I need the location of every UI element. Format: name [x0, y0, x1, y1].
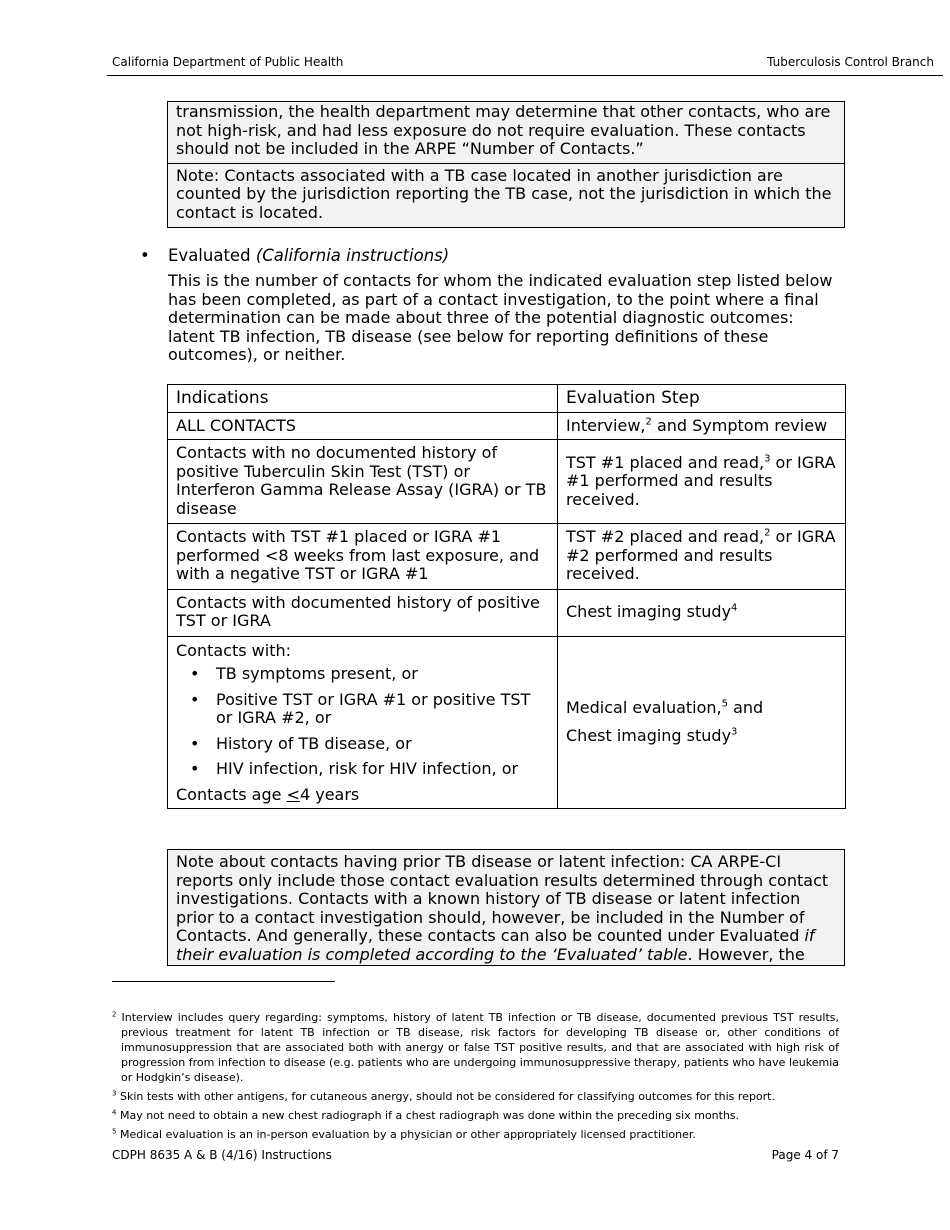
footer-form-id: CDPH 8635 A & B (4/16) Instructions	[112, 1148, 332, 1162]
footnotes	[112, 1010, 839, 1146]
footer-page-number: Page 4 of 7	[771, 1148, 839, 1162]
footnote: $^5$ Medical evaluation is an in-person evaluation by a physician or other appropriately licensed practitioner.	[112, 1127, 696, 1141]
footnote: $^2$ Interview includes query regarding: symptoms, history of latent TB infection or TB disease, documented previous TST results, previous treatment for latent TB infection or TB disease, risk factors for developing TB disease or, other conditions of immunosuppression that are associated both with anergy or false TST positive results, and that are associated with high risk of progression from infection to disease (e.g. patients who are undergoing immunosuppressive therapy, patients who have leukemia or Hodgkin’s disease).	[112, 1010, 839, 1084]
transmission-text: transmission, the health department may determine that other contacts, who are not high-risk, and had less exposure do not require evaluation. These contacts should not be included in the ARPE “Number of Contacts.”	[176, 102, 831, 158]
contacts-age-line: Contacts age <4 years	[176, 784, 360, 804]
table-row	[168, 636, 846, 809]
footnote: $^3$ Skin tests with other antigens, for cutaneous anergy, should not be considered for classifying outcomes for this report.	[112, 1089, 775, 1103]
step-cell: TST #1 placed and read,$^3$ or IGRA #1 performed and results received.	[558, 440, 846, 524]
indication-cell: Contacts with documented history of positive TST or IGRA	[168, 589, 558, 636]
list-item: • History of TB disease, or	[176, 735, 549, 754]
step-cell: TST #2 placed and read,$^2$ or IGRA #2 performed and results received.	[558, 524, 846, 590]
bullet-icon: •	[140, 246, 150, 265]
transmission-note-box	[167, 101, 845, 228]
column-header: Indications	[168, 385, 558, 413]
header-right: Tuberculosis Control Branch	[767, 55, 934, 69]
prior-tb-note-box	[167, 849, 845, 966]
indication-cell: ALL CONTACTS	[168, 412, 558, 440]
table-header-row	[168, 385, 846, 413]
evaluated-heading	[140, 246, 449, 266]
header-left: California Department of Public Health	[112, 55, 344, 69]
step-cell	[558, 636, 846, 809]
chest-imaging-line: Chest imaging study$^3$	[566, 726, 738, 746]
table-row	[168, 524, 846, 590]
contacts-with-label: Contacts with:	[176, 640, 292, 660]
evaluated-paragraph: This is the number of contacts for whom the indicated evaluation step listed below has been completed, as part of a contact investigation, to the point where a final determination can be made about three of the potential diagnostic outcomes: latent TB infection, TB disease (see below for reporting definitions of these outcomes), or neither.	[168, 271, 833, 364]
table-row	[168, 412, 846, 440]
indication-cell: Contacts with no documented history of positive Tuberculin Skin Test (TST) or Interferon Gamma Release Assay (IGRA) or TB disease	[168, 440, 558, 524]
list-item: • TB symptoms present, or	[176, 665, 549, 684]
list-item: • HIV infection, risk for HIV infection, or	[176, 760, 549, 779]
footnote-rule	[112, 981, 335, 982]
header-rule	[107, 75, 943, 76]
list-item: • Positive TST or IGRA #1 or positive TST or IGRA #2, or	[176, 691, 549, 728]
evaluated-title: Evaluated	[168, 246, 251, 265]
indication-cell: Contacts with TST #1 placed or IGRA #1 performed <8 weeks from last exposure, and with a negative TST or IGRA #1	[168, 524, 558, 590]
table-row	[168, 589, 846, 636]
table-row	[168, 440, 846, 524]
evaluated-subtitle: (California instructions)	[255, 246, 450, 265]
step-cell: Interview,$^2$ and Symptom review	[558, 412, 846, 440]
footnote: $^4$ May not need to obtain a new chest radiograph if a chest radiograph was done within the preceding six months.	[112, 1108, 740, 1122]
indication-cell	[168, 636, 558, 809]
medical-evaluation-line: Medical evaluation,$^5$ and	[566, 697, 764, 717]
condition-list	[176, 665, 549, 779]
step-cell: Chest imaging study$^4$	[558, 589, 846, 636]
jurisdiction-note: Note: Contacts associated with a TB case located in another jurisdiction are counted by the jurisdiction reporting the TB case, not the jurisdiction in which the contact is located.	[168, 163, 844, 228]
column-header: Evaluation Step	[558, 385, 846, 413]
evaluation-table	[167, 384, 846, 809]
prior-tb-note: Note about contacts having prior TB disease or latent infection: CA ARPE-CI reports only include those contact evaluation results determined through contact investigations. Contacts with a known history of TB disease or latent infection prior to a contact investigation should, however, be included in the Number of Contacts. And generally, these contacts can also be counted under Evaluated if their evaluation is completed according to the ‘Evaluated’ table. However, the	[176, 852, 829, 964]
